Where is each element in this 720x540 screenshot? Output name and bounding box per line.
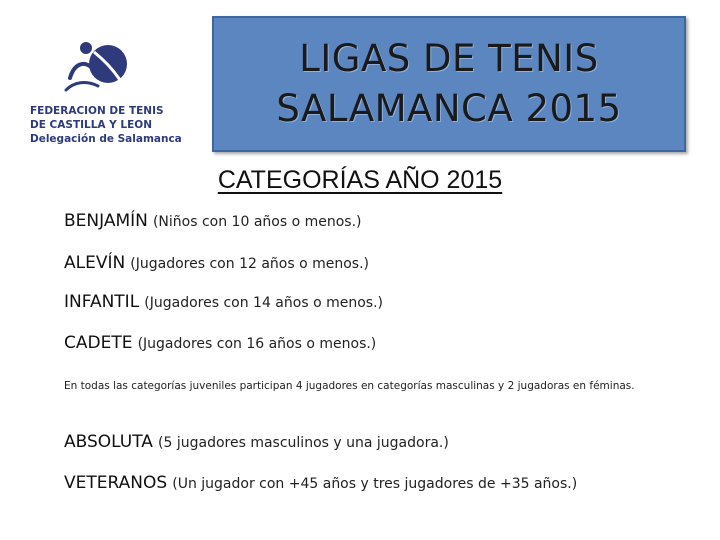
category-veteranos	[64, 473, 577, 493]
subtitle	[0, 166, 720, 195]
subtitle-text: CATEGORÍAS AÑO 2015	[217, 166, 503, 194]
logo-line-3: Delegación de Salamanca	[30, 133, 182, 145]
logo-line-1: FEDERACION DE TENIS	[30, 105, 164, 117]
federation-logo	[30, 38, 180, 150]
category-name: INFANTIL	[64, 292, 140, 312]
category-name: VETERANOS	[64, 473, 168, 493]
category-desc: (Jugadores con 16 años o menos.)	[137, 336, 377, 352]
category-desc: (Jugadores con 14 años o menos.)	[144, 295, 383, 311]
category-name: ABSOLUTA	[64, 432, 153, 452]
tennis-player-logo-icon	[64, 38, 138, 98]
category-benjamin	[64, 211, 362, 231]
category-name: BENJAMÍN	[64, 211, 148, 231]
title-banner	[212, 16, 686, 152]
federation-name	[30, 104, 180, 146]
logo-line-2: DE CASTILLA Y LEON	[30, 119, 153, 131]
category-absoluta	[64, 432, 449, 452]
category-desc: (Niños con 10 años o menos.)	[152, 214, 362, 230]
title-line-1: LIGAS DE TENIS	[299, 37, 599, 80]
juvenile-note: En todas las categorías juveniles participan 4 jugadores en categorías masculinas y 2 jugadoras en féminas.	[64, 380, 635, 392]
category-alevin	[64, 253, 369, 273]
category-desc: (5 jugadores masculinos y una jugadora.)	[158, 435, 449, 451]
category-name: CADETE	[64, 333, 133, 353]
category-name: ALEVÍN	[64, 253, 126, 273]
title-line-2: SALAMANCA 2015	[276, 87, 622, 130]
category-desc: (Jugadores con 12 años o menos.)	[130, 256, 370, 272]
category-desc: (Un jugador con +45 años y tres jugadores de +35 años.)	[172, 476, 578, 492]
category-cadete	[64, 333, 376, 353]
category-infantil	[64, 292, 383, 312]
